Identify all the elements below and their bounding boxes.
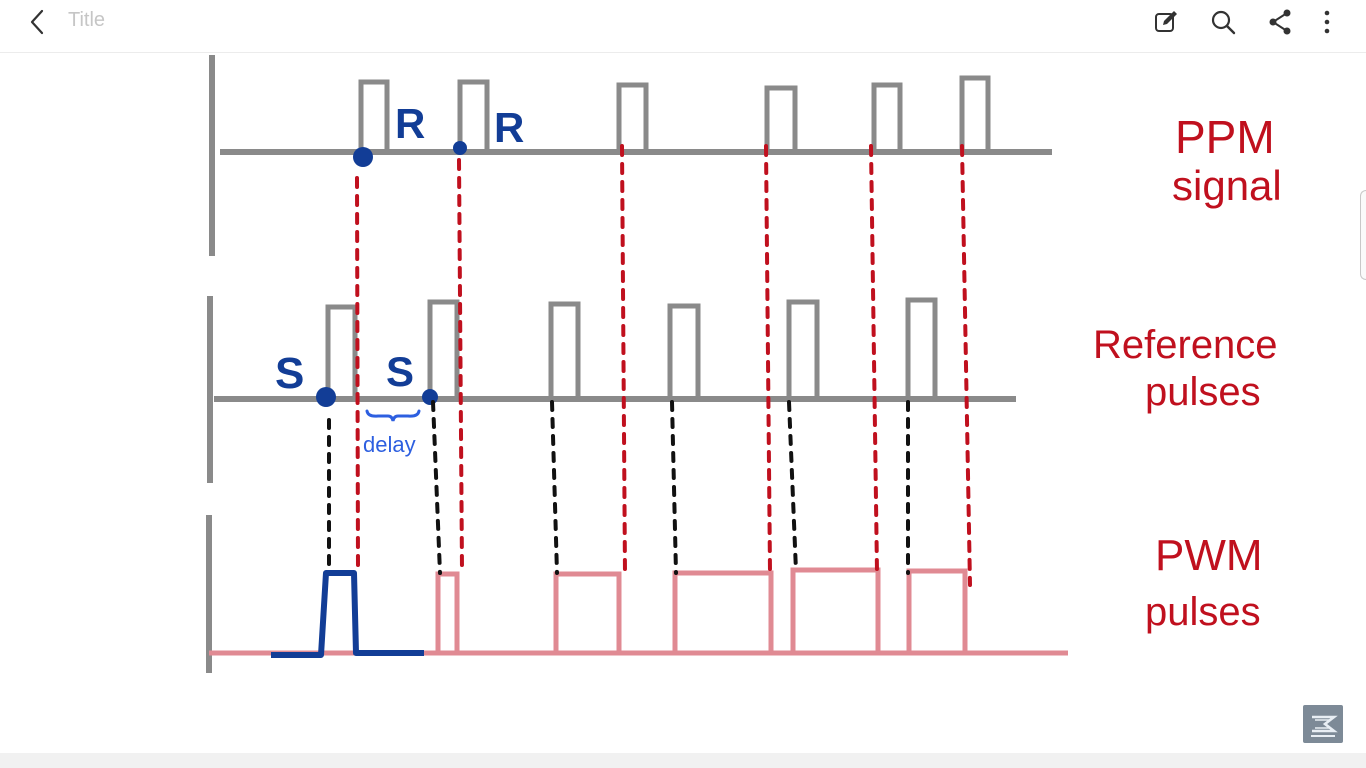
pwm-pulses [438,570,965,653]
reference-label-line1: Reference [1093,323,1278,367]
reference-label-line2: pulses [1145,370,1261,414]
bottom-strip [0,753,1366,768]
side-scroll-handle[interactable] [1360,190,1366,280]
pwm-label-line2: pulses [1145,590,1261,634]
share-icon[interactable] [1264,6,1296,38]
note-canvas[interactable] [0,53,1366,753]
more-vert-icon[interactable] [1311,6,1343,38]
ppm-pwm-diagram [0,53,1366,753]
ppm-label-line2: signal [1172,162,1282,209]
s-mark: S [275,349,305,398]
app-bar [0,0,1366,53]
ppm-start-dot [353,147,373,167]
delay-label: delay [363,432,416,457]
reference-pulses [328,300,935,399]
channel-logo [1303,705,1343,743]
ppm-pulses [361,78,988,152]
black-dotted-connectors [329,402,908,573]
delay-brace [367,411,419,421]
ppm-label-line1: PPM [1175,111,1275,163]
pwm-label-line1: PWM [1155,531,1263,580]
page-title[interactable]: Title [68,9,106,31]
edit-icon[interactable] [1150,6,1182,38]
pwm-example-pulse [271,573,424,655]
search-icon[interactable] [1207,6,1239,38]
r-mark: R [395,100,426,147]
back-icon[interactable] [22,6,54,38]
r-mark: R [494,104,525,151]
reference-start-dot [422,389,438,405]
s-mark: S [386,348,415,395]
ppm-start-dot [453,141,467,155]
ppm-row [212,55,1052,256]
pwm-row [209,515,1068,673]
red-dotted-connectors [357,146,970,585]
reference-start-dot [316,387,336,407]
